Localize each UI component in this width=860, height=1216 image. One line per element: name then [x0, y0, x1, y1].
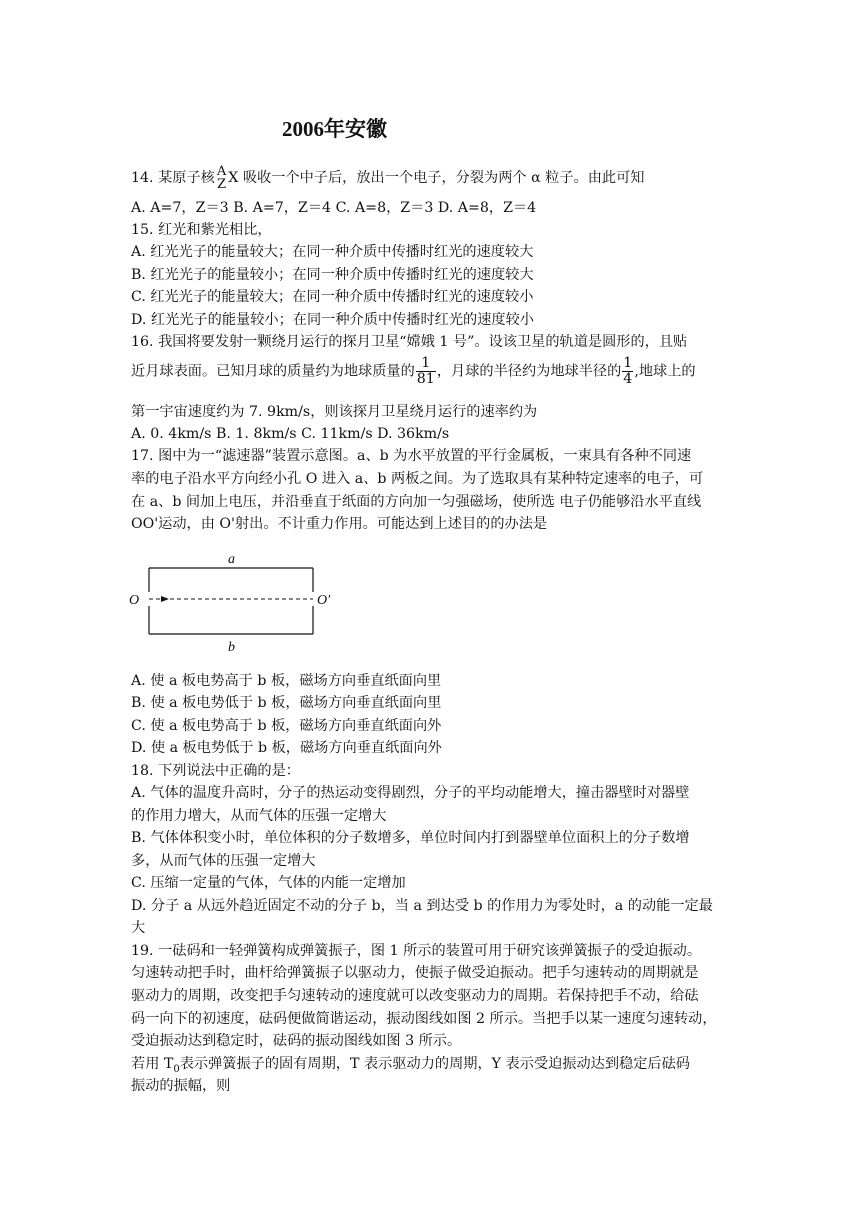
arrow-right-icon	[161, 596, 169, 602]
q15-stem: 15. 红光和紫光相比，	[131, 222, 272, 238]
fraction-radius-ratio	[622, 356, 633, 387]
q15-option-d: D. 红光光子的能量较小；在同一种介质中传播时红光的速度较小	[131, 312, 534, 328]
q18-option-a-line-1: A. 气体的温度升高时，分子的热运动变得剧烈，分子的平均动能增大，撞击器壁时对器壁	[131, 785, 690, 801]
fraction-mass-ratio	[416, 356, 436, 387]
fraction-numerator: 1	[416, 356, 436, 372]
q19-line-5: 受迫振动达到稳定时，砝码的振动图线如图 3 所示。	[131, 1033, 462, 1049]
nuclide-symbol	[217, 165, 226, 191]
q19-line-4: 码一向下的初速度，砝码便做简谐运动，振动图线如图 2 所示。当把手以某一速度匀速转动，	[131, 1011, 717, 1027]
q15-option-b: B. 红光光子的能量较小；在同一种介质中传播时红光的速度较大	[131, 267, 534, 283]
q16-line-3: 第一宇宙速度约为 7. 9km/s，则该探月卫星绕月运行的速率约为	[131, 404, 538, 420]
q17-option-b: B. 使 a 板电势低于 b 板，磁场方向垂直纸面向里	[131, 695, 442, 711]
q18-option-b-line-2: 多，从而气体的压强一定增大	[131, 853, 316, 869]
q16-line-2b: ，月球的半径约为地球半径的	[436, 363, 622, 380]
fraction-denominator: 4	[623, 371, 633, 387]
q19-line-6b: 表示弹簧振子的固有周期，T 表示驱动力的周期，Y 表示受迫振动达到稳定后砝码	[179, 1056, 690, 1072]
fraction-denominator: 81	[416, 371, 435, 387]
q18-option-c: C. 压缩一定量的气体，气体的内能一定增加	[131, 875, 406, 891]
page-title: 2006年安徽	[282, 117, 387, 141]
q15-option-a: A. 红光光子的能量较大；在同一种介质中传播时红光的速度较大	[131, 244, 534, 260]
q17-line-3: 在 a、b 间加上电压，并沿垂直于纸面的方向加一匀强磁场，使所选 电子仍能够沿水平直线	[131, 494, 702, 510]
q14-stem-post: X 吸收一个中子后，放出一个电子，分裂为两个 α 粒子。由此可知	[228, 170, 645, 186]
q14-options: A. A=7，Z＝3 B. A=7，Z＝4 C. A=8，Z＝3 D. A=8，Z＝4	[131, 200, 537, 216]
q17-line-2: 率的电子沿水平方向经小孔 O 进入 a、b 两板之间。为了选取具有某种特定速率的电子，可	[131, 471, 704, 487]
q16-line-2c: ,地球上的	[634, 363, 696, 380]
q18-option-d-line-1: D. 分子 a 从远外趋近固定不动的分子 b，当 a 到达受 b 的作用力为零处时，a 的动能一定最	[131, 898, 713, 914]
q19-line-6	[131, 1055, 690, 1079]
q17-option-d: D. 使 a 板电势低于 b 板，磁场方向垂直纸面向外	[131, 740, 442, 756]
label-plate-b: b	[228, 640, 235, 655]
q17-option-a: A. 使 a 板电势高于 b 板，磁场方向垂直纸面向里	[131, 673, 442, 689]
q16-line-2	[131, 356, 696, 387]
fraction-numerator: 1	[623, 355, 633, 371]
q16-options: A. 0. 4km/s B. 1. 8km/s C. 11km/s D. 36km/s	[131, 426, 450, 442]
q17-line-4: OO'运动，由 O'射出。不计重力作用。可能达到上述目的的办法是	[131, 516, 548, 532]
q19-line-6a: 若用 T	[131, 1056, 174, 1072]
q14-stem	[131, 165, 645, 191]
label-plate-a: a	[228, 552, 235, 567]
q18-option-a-line-2: 的作用力增大，从而气体的压强一定增大	[131, 808, 387, 824]
q14-stem-pre: 14. 某原子核	[131, 170, 215, 186]
q19-line-2: 匀速转动把手时，曲杆给弹簧振子以驱动力，使振子做受迫振动。把手匀速转动的周期就是	[131, 965, 699, 981]
label-o-prime: O′	[317, 593, 331, 608]
velocity-filter-diagram	[125, 548, 335, 658]
q19-line-7: 振动的振幅，则	[131, 1078, 231, 1094]
q19-line-1: 19. 一砝码和一轻弹簧构成弹簧振子，图 1 所示的装置可用于研究该弹簧振子的受迫振动。	[131, 943, 702, 959]
q18-option-b-line-1: B. 气体体积变小时，单位体积的分子数增多，单位时间内打到器壁单位面积上的分子数增	[131, 830, 690, 846]
q19-line-3: 驱动力的周期，改变把手匀速转动的速度就可以改变驱动力的周期。若保持把手不动，给砝	[131, 988, 699, 1004]
q16-line-1: 16. 我国将要发射一颗绕月运行的探月卫星“嫦娥 1 号”。设该卫星的轨道是圆形的，且贴	[131, 334, 688, 350]
atomic-number: Z	[217, 177, 227, 192]
q16-line-2a: 近月球表面。已知月球的质量约为地球质量的	[131, 363, 415, 380]
q18-stem: 18. 下列说法中正确的是：	[131, 763, 300, 779]
mass-number: A	[216, 164, 227, 179]
subscript-zero: 0	[173, 1063, 180, 1075]
q17-option-c: C. 使 a 板电势高于 b 板，磁场方向垂直纸面向外	[131, 718, 442, 734]
label-o: O	[129, 593, 140, 608]
q15-option-c: C. 红光光子的能量较大；在同一种介质中传播时红光的速度较小	[131, 289, 534, 305]
q18-option-d-line-2: 大	[131, 920, 146, 936]
q17-line-1: 17. 图中为一“滤速器”装置示意图。a、b 为水平放置的平行金属板，一束具有各种不同速	[131, 448, 692, 464]
